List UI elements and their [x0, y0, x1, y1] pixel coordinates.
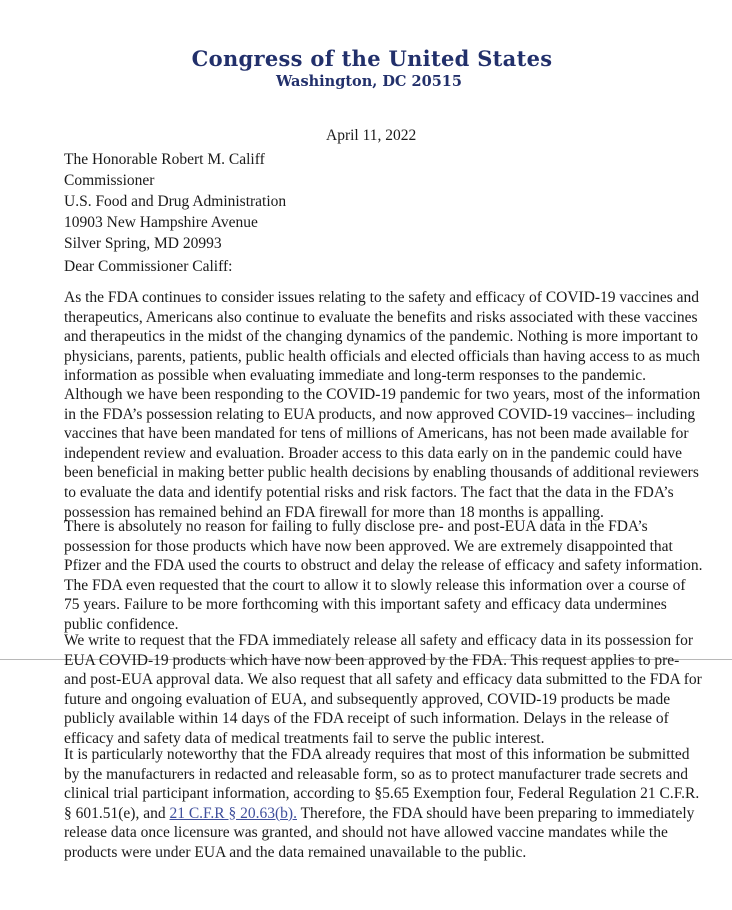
letterhead: [0, 46, 732, 92]
paragraph-line: As the FDA continues to consider issues relating to the safety and efficacy of COVID-19 vaccines and: [64, 289, 700, 306]
paragraph-line: independent review and evaluation. Broader access to this data early on in the pandemic could have: [64, 444, 683, 462]
paragraph-line: efficacy and safety data of medical treatments fail to serve the public interest.: [64, 729, 545, 747]
paragraph-line: It is particularly noteworthy that the FDA already requires that most of this information be submitted: [64, 746, 690, 763]
paragraph-line: Pfizer and the FDA used the courts to obstruct and delay the release of efficacy and safety information.: [64, 557, 703, 575]
paragraph-line: by the manufacturers in redacted and releasable form, so as to protect manufacturer trade secrets and: [64, 765, 689, 783]
salutation: Dear Commissioner Califf:: [64, 258, 233, 275]
paragraph-line: possession for those products which have now been approved. We are extremely disappointed that: [64, 537, 673, 555]
recipient-agency: U.S. Food and Drug Administration: [64, 193, 287, 210]
paragraph-line: Although we have been responding to the COVID-19 pandemic for two years, most of the information: [64, 386, 701, 403]
recipient-address: [64, 149, 286, 254]
paragraph-line-with-citation: [64, 804, 730, 824]
paragraph-line: 75 years. Failure to be more forthcoming with this important safety and efficacy data undermines: [64, 596, 667, 614]
paragraph-1: [64, 288, 730, 386]
paragraph-4: [64, 631, 730, 749]
paragraph-line: vaccines that have been mandated for tens of millions of Americans, has not been made available for: [64, 425, 689, 443]
citation-suffix: Therefore, the FDA should have been preparing to immediately: [296, 804, 695, 822]
paragraph-line: in the FDA’s possession relating to EUA products, and now approved COVID-19 vaccines– including: [64, 405, 696, 423]
letter-date: April 11, 2022: [326, 127, 417, 144]
paragraph-line: public confidence.: [64, 615, 179, 633]
paragraph-line: possession has remained behind an FDA firewall for more than 18 months is appalling.: [64, 503, 604, 521]
paragraph-line: future and ongoing evaluation of EUA, and subsequently approved, COVID-19 products be made: [64, 690, 671, 708]
recipient-name: The Honorable Robert M. Califf: [64, 151, 265, 168]
recipient-title: Commissioner: [64, 172, 155, 189]
paragraph-line: products were under EUA and the data remained unavailable to the public.: [64, 843, 527, 861]
paragraph-line: information as possible when evaluating immediate and long-term responses to the pandemic.: [64, 367, 646, 385]
paragraph-line: There is absolutely no reason for failing to fully disclose pre- and post-EUA data in the FDA’s: [64, 518, 648, 535]
paragraph-2: [64, 385, 730, 522]
paragraph-line: been beneficial in making better public health decisions by enabling thousands of additional reviewers: [64, 464, 699, 482]
paragraph-line: to evaluate the data and identify potential risks and risk factors. The fact that the data in the FDA’s: [64, 483, 674, 501]
cfr-citation-link[interactable]: 21 C.F.R § 20.63(b).: [169, 804, 297, 822]
paragraph-line: We write to request that the FDA immediately release all safety and efficacy data in its possession for: [64, 632, 694, 649]
letterhead-title: Congress of the United States: [191, 46, 553, 71]
paragraph-line: EUA COVID-19 products which have now been approved by the FDA. This request applies to pre-: [64, 651, 680, 669]
paragraph-line: clinical trial participant information, according to §5.65 Exemption four, Federal Regulation 21 C.F.R.: [64, 785, 700, 803]
letterhead-subtitle: Washington, DC 20515: [276, 73, 462, 90]
paragraph-line: and therapeutics in the midst of the changing dynamics of the pandemic. Nothing is more important to: [64, 328, 699, 346]
paragraph-line: therapeutics, Americans also continue to evaluate the benefits and risks associated with these vaccines: [64, 308, 698, 326]
paragraph-3: [64, 517, 730, 635]
paragraph-line: release data once licensure was granted, and should not have allowed vaccine mandates while the: [64, 824, 668, 842]
paragraph-line: and post-EUA approval data. We also request that all safety and efficacy data submitted to the FDA for: [64, 671, 702, 689]
recipient-city: Silver Spring, MD 20993: [64, 235, 222, 252]
paragraph-line: The FDA even requested that the court to allow it to slowly release this information over a course of: [64, 576, 686, 594]
paragraph-line: physicians, parents, patients, public health officials and elected officials than having access to as much: [64, 347, 701, 365]
paragraph-line: publicly available within 14 days of the FDA receipt of such information. Delays in the release of: [64, 710, 669, 728]
citation-prefix: § 601.51(e), and: [64, 804, 170, 822]
paragraph-5: [64, 745, 730, 863]
recipient-street: 10903 New Hampshire Avenue: [64, 214, 258, 231]
